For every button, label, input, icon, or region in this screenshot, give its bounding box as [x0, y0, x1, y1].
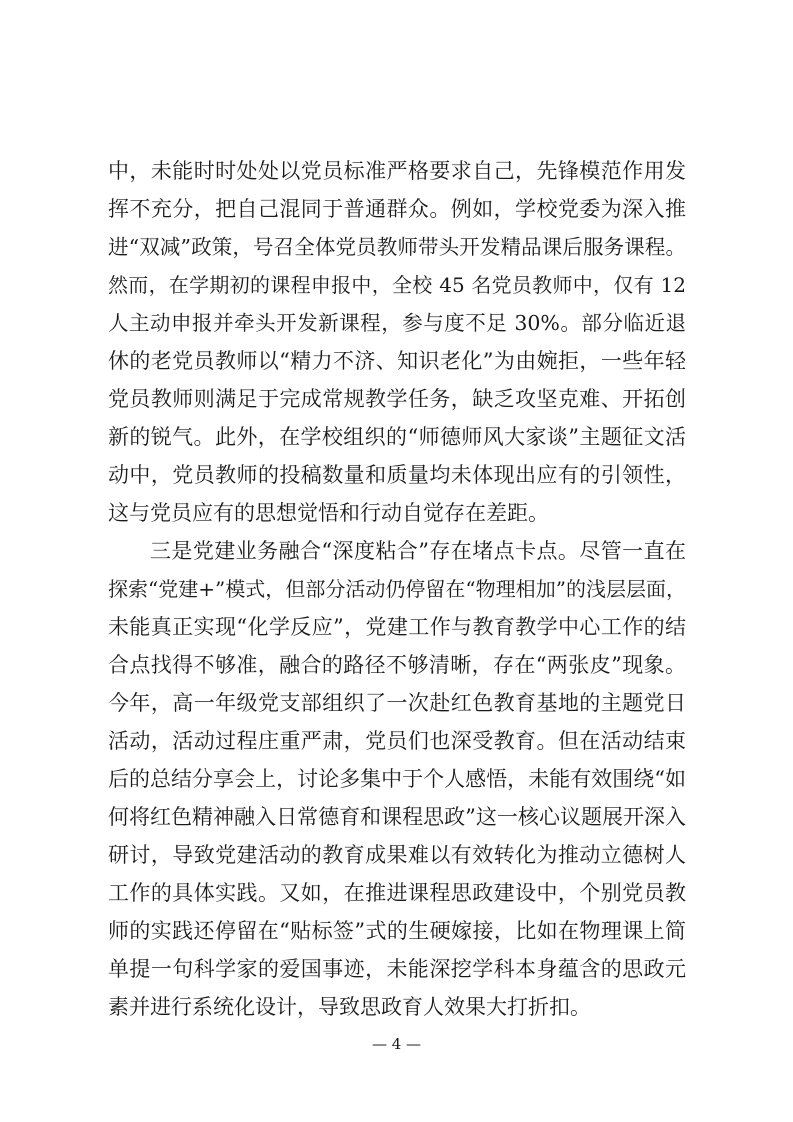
text-line: 何将红色精神融入日常德育和课程思政”这一核心议题展开深入	[108, 805, 686, 829]
text-line: 探索“党建+”模式，但部分活动仍停留在“物理相加”的浅层层面，	[108, 577, 686, 601]
text-line: 中，未能时时处处以党员标准严格要求自己，先锋模范作用发	[108, 159, 686, 183]
text-line: 后的总结分享会上，讨论多集中于个人感悟，未能有效围绕“如	[108, 767, 686, 791]
text-line: 然而，在学期初的课程申报中，全校 45 名党员教师中，仅有 12	[108, 273, 686, 297]
text-line: 新的锐气。此外，在学校组织的“师德师风大家谈”主题征文活	[108, 425, 686, 449]
text-line: 动中，党员教师的投稿数量和质量均未体现出应有的引领性，	[108, 463, 686, 487]
text-line: 挥不充分，把自己混同于普通群众。例如，学校党委为深入推	[108, 197, 686, 221]
text-line: 研讨，导致党建活动的教育成果难以有效转化为推动立德树人	[108, 843, 686, 867]
text-line: 进“双减”政策，号召全体党员教师带头开发精品课后服务课程。	[108, 235, 686, 259]
text-line: 活动，活动过程庄重严肃，党员们也深受教育。但在活动结束	[108, 729, 686, 753]
text-line: 这与党员应有的思想觉悟和行动自觉存在差距。	[108, 501, 549, 525]
text-line: 合点找得不够准，融合的路径不够清晰，存在“两张皮”现象。	[108, 653, 686, 677]
text-line: 工作的具体实践。又如，在推进课程思政建设中，个别党员教	[108, 881, 686, 905]
text-line: 三是党建业务融合“深度粘合”存在堵点卡点。尽管一直在	[150, 539, 686, 563]
text-line: 未能真正实现“化学反应”，党建工作与教育教学中心工作的结	[108, 615, 686, 639]
text-line: 今年，高一年级党支部组织了一次赴红色教育基地的主题党日	[108, 691, 686, 715]
text-line: 素并进行系统化设计，导致思政育人效果大打折扣。	[108, 995, 591, 1019]
page-number: — 4 —	[371, 1035, 422, 1053]
text-line: 师的实践还停留在“贴标签”式的生硬嫁接，比如在物理课上简	[108, 919, 686, 943]
text-line: 休的老党员教师以“精力不济、知识老化”为由婉拒，一些年轻	[108, 349, 686, 373]
text-line: 单提一句科学家的爱国事迹，未能深挖学科本身蕴含的思政元	[108, 957, 686, 981]
text-line: 人主动申报并牵头开发新课程，参与度不足 30%。部分临近退	[108, 311, 686, 335]
text-line: 党员教师则满足于完成常规教学任务，缺乏攻坚克难、开拓创	[108, 387, 686, 411]
